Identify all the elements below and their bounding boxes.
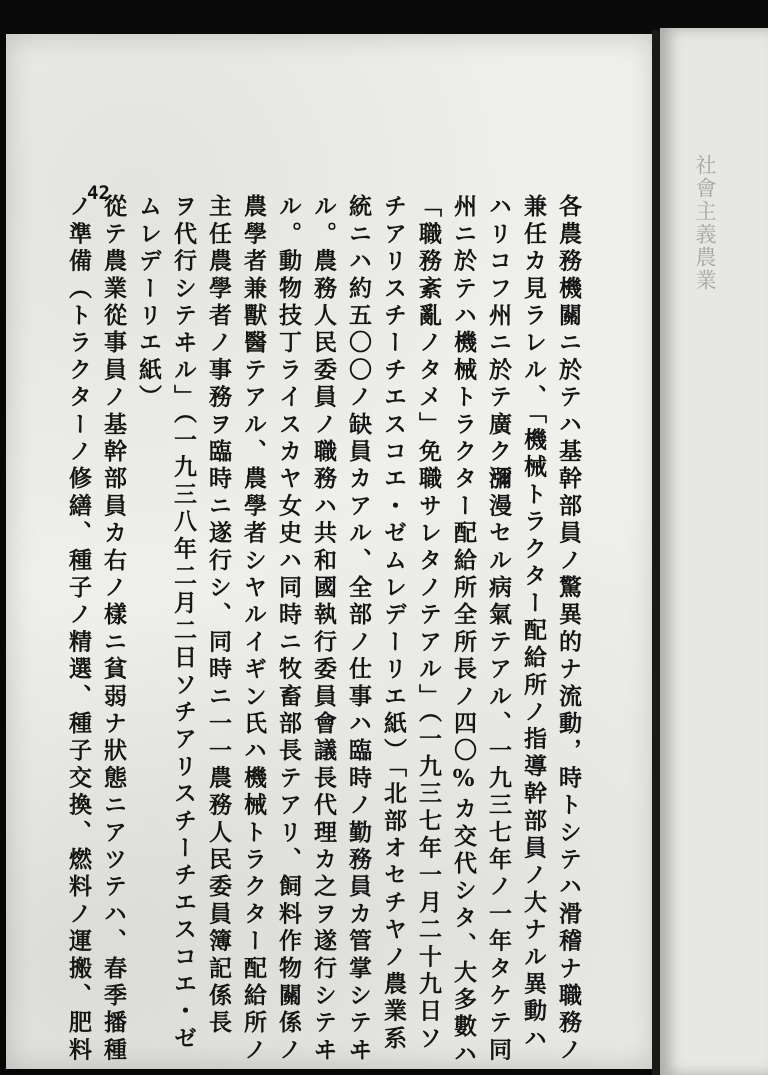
text-line: 從テ農業從事員ノ基幹部員カ右ノ樣ニ貧弱ナ狀態ニアツテハ、春季播種 [100,194,127,1065]
book-gutter [652,30,660,1075]
text-line: 各農務機關ニ於テハ基幹部員ノ驚異的ナ流動，時トシテハ滑稽ナ職務ノ [555,194,582,1065]
text-line: 州ニ於テハ機械トラクター配給所全所長ノ四〇%カ交代シタ、大多數ハ [450,194,477,1069]
text-line: 主任農學者ノ事務ヲ臨時ニ遂行シ、同時ニ一一農務人民委員簿記係長 [205,194,232,1038]
page-number: 42 [87,182,110,204]
adjacent-page-header: 社會主義農業 [693,154,717,292]
text-line: ル。農務人民委員ノ職務ハ共和國執行委員會議長代理カ之ヲ遂行シテヰ [310,194,337,1065]
text-line: ノ準備（トラクターノ修繕、種子ノ精選、種子交換、燃料ノ運搬、肥料 [65,194,92,1065]
scan-top-border [0,0,768,34]
text-line: ル。動物技丁ライスカヤ女史ハ同時ニ牧畜部長テアリ、飼料作物關係ノ [275,194,302,1065]
text-line: 兼任カ見ラレル、「機械トラクター配給所ノ指導幹部員ノ大ナル異動ハ [520,194,547,1053]
text-line: ヲ代行シテヰル」（一九三八年二月二日ソチアリスチーチエスコエ・ゼ [170,194,197,1053]
adjacent-page [660,28,768,1075]
text-line: 農學者兼獸醫テアル、農學者シヤルイギン氏ハ機械トラクター配給所ノ [240,194,267,1065]
text-line: ハリコフ州ニ於テ廣ク瀰漫セル病氣テアル、一九三七年ノ一年タケテ同 [485,194,512,1065]
text-line: ムレデーリエ紙） [135,194,162,412]
vertical-text-block [65,194,586,1069]
book-page [6,34,656,1069]
text-line: 統ニハ約五〇〇ノ缺員カアル、全部ノ仕事ハ臨時ノ勤務員カ管掌シテヰ [345,194,372,1065]
text-line: 「職務紊亂ノタメ」免職サレタノテアル」（一九三七年一月二十九日ソ [415,194,442,1053]
text-line: チアリスチーチエスコエ・ゼムレデーリエ紙）「北部オセチヤノ農業系 [380,194,407,1053]
